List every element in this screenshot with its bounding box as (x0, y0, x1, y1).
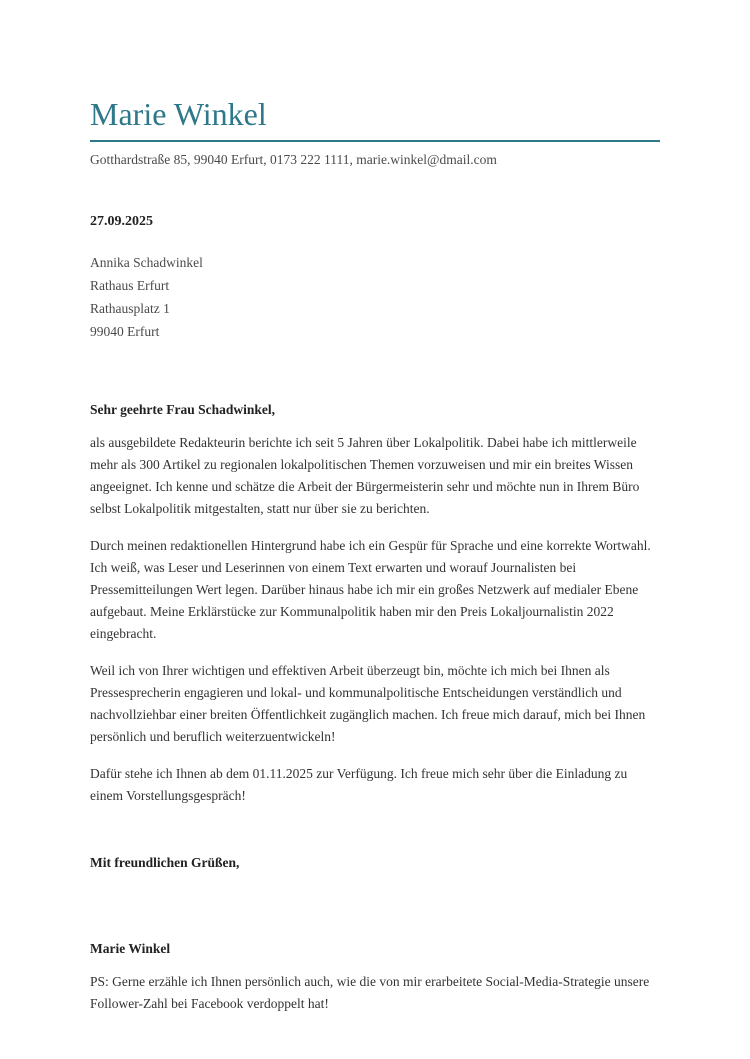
body-paragraph-1: als ausgebildete Redakteurin berichte ich seit 5 Jahren über Lokalpolitik. Dabei habe ich mittlerweile mehr als 300 Artikel zu regionalen lokalpolitischen Themen vorzuweisen und mir ein breites Wissen angeeignet. Ich kenne und schätze die Arbeit der Bürgermeisterin sehr und möchte nun in Ihrem Büro selbst Lokalpolitik mitgestalten, statt nur über sie zu berichten. (90, 434, 640, 516)
body-paragraph-3: Weil ich von Ihrer wichtigen und effektiven Arbeit überzeugt bin, möchte ich mich bei Ihnen als Pressesprecherin engagieren und lokal- und kommunalpolitische Entscheidungen verständlich und nachvollziehbar einer breiten Öffentlichkeit zugänglich machen. Ich freue mich darauf, mich bei Ihnen persönlich und beruflich weiterzuentwickeln! (90, 662, 646, 744)
body-paragraph-2: Durch meinen redaktionellen Hintergrund habe ich ein Gespür für Sprache und eine korrekte Wortwahl. Ich weiß, was Leser und Leserinnen von einem Text erwarten und worauf Journalisten bei Pressemitteilungen Wert legen. Darüber hinaus habe ich mir ein großes Netzwerk auf medialer Ebene aufgebaut. Meine Erklärstücke zur Kommunalpolitik haben mir den Preis Lokaljournalistin 2022 eingebracht. (90, 537, 651, 641)
postscript: PS: Gerne erzähle ich Ihnen persönlich auch, wie die von mir erarbeitete Social-Media-Strategie unsere Follower-Zahl bei Facebook verdoppelt hat! (90, 973, 650, 1011)
recipient-name: Annika Schadwinkel (90, 254, 203, 270)
sender-contact-line: Gotthardstraße 85, 99040 Erfurt, 0173 222 1111, marie.winkel@dmail.com (90, 151, 497, 167)
recipient-city: 99040 Erfurt (90, 323, 160, 339)
closing-phrase: Mit freundlichen Grüßen, (90, 854, 240, 870)
signature-name: Marie Winkel (90, 940, 171, 956)
recipient-organization: Rathaus Erfurt (90, 277, 170, 293)
letter-header (90, 98, 660, 169)
recipient-address-block (90, 251, 660, 343)
sender-name-heading: Marie Winkel (90, 98, 660, 142)
letter-date: 27.09.2025 (90, 213, 153, 229)
recipient-street: Rathausplatz 1 (90, 300, 170, 316)
body-paragraph-4: Dafür stehe ich Ihnen ab dem 01.11.2025 zur Verfügung. Ich freue mich sehr über die Einladung zu einem Vorstellungsgespräch! (90, 765, 628, 803)
salutation: Sehr geehrte Frau Schadwinkel, (90, 401, 275, 417)
